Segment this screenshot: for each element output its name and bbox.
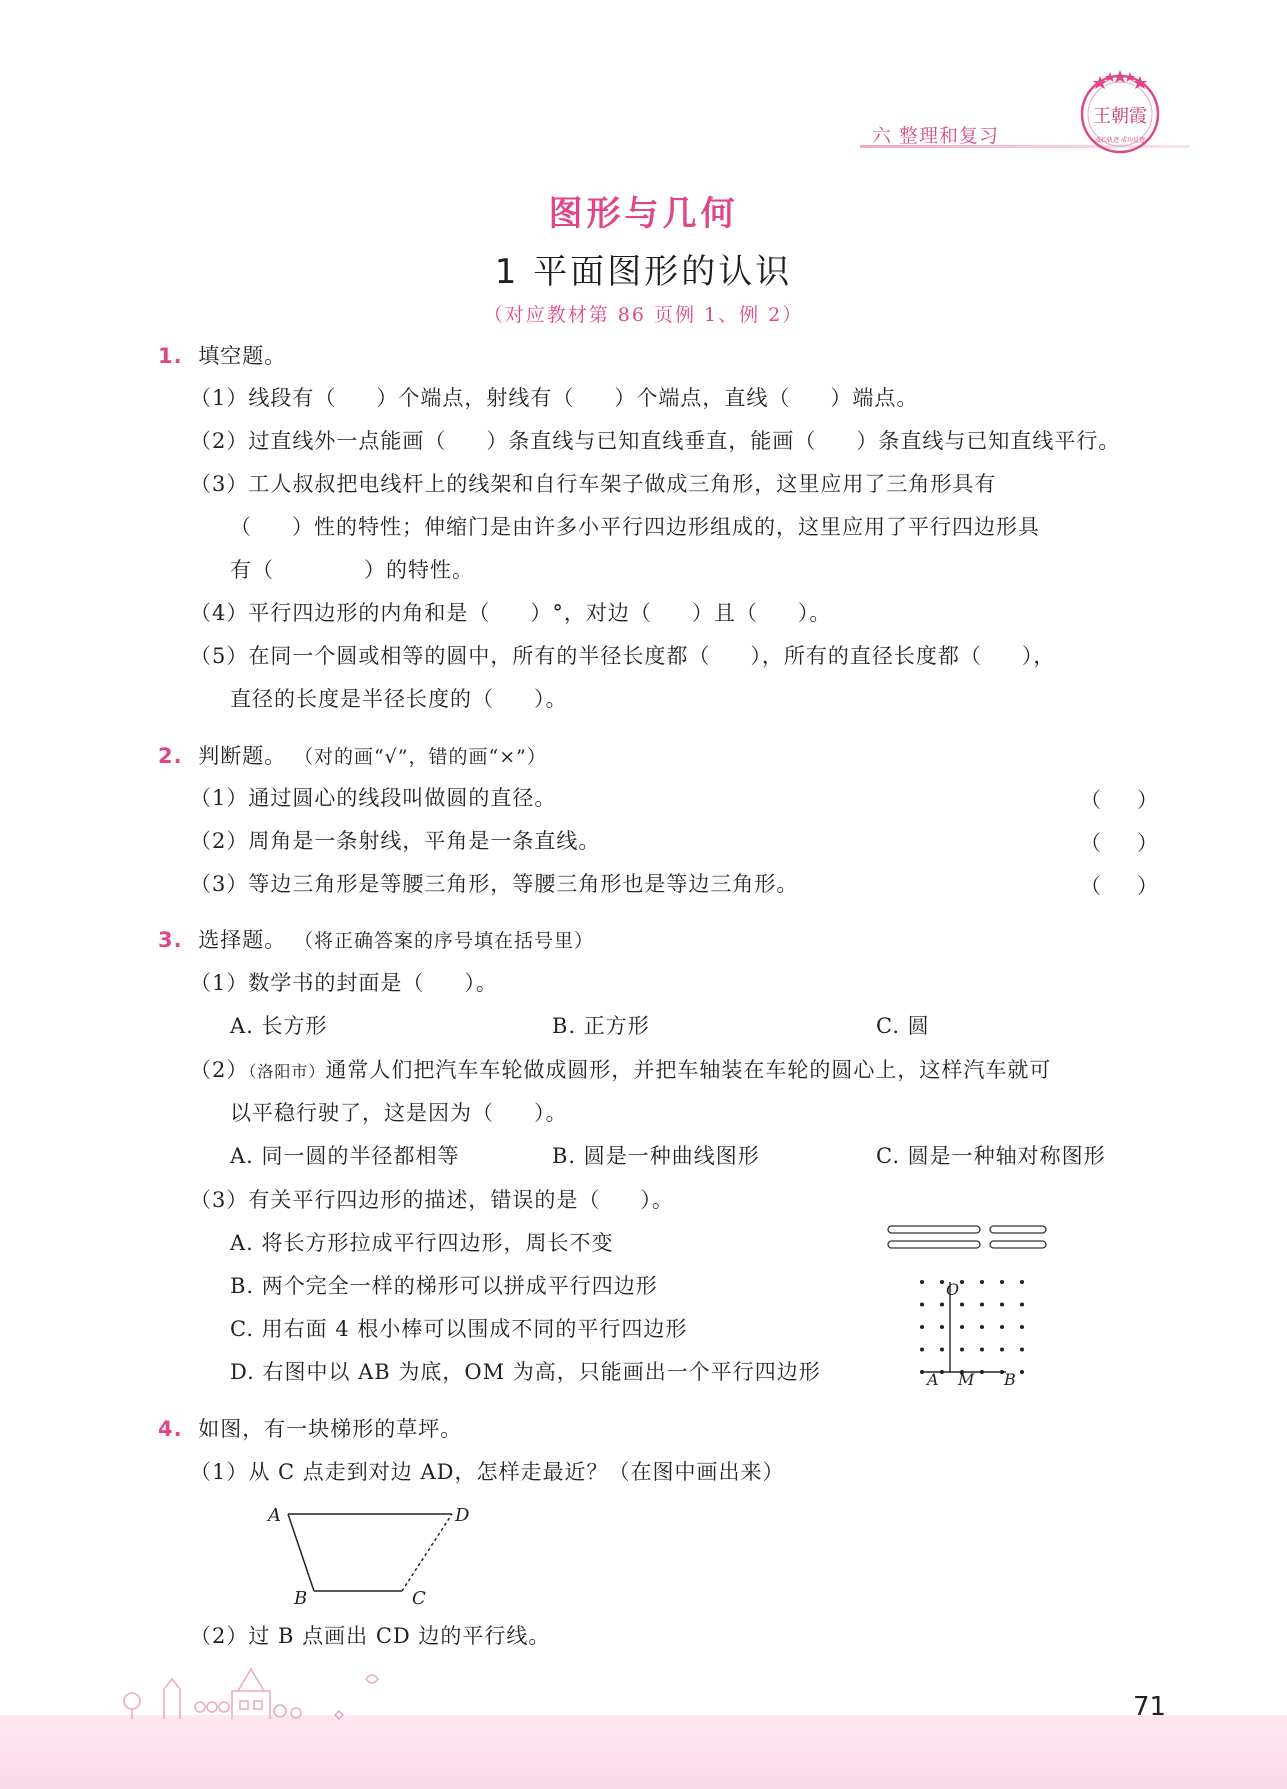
q2-heading	[158, 742, 547, 771]
q3-number: 3.	[158, 928, 183, 952]
q1-title: 填空题。	[198, 344, 287, 368]
grid-dots	[920, 1280, 1024, 1374]
q1-item-5: （5）在同一个圆或相等的圆中，所有的半径长度都（ ），所有的直径长度都（ ），	[190, 644, 1056, 668]
q3-item-1: （1）数学书的封面是（ ）。	[190, 971, 498, 995]
sticks-figure	[885, 1222, 1050, 1256]
q3-1-option-a[interactable]: A. 长方形	[230, 1014, 328, 1038]
q1-number: 1.	[158, 344, 183, 368]
q4-title: 如图，有一块梯形的草坪。	[198, 1417, 463, 1441]
judge-box-1[interactable]: （ ）	[1080, 788, 1158, 812]
q2-item-3: （3）等边三角形是等腰三角形，等腰三角形也是等边三角形。	[190, 872, 799, 896]
q3-3-option-a[interactable]: A. 将长方形拉成平行四边形，周长不变	[230, 1231, 614, 1255]
q1-item-2: （2）过直线外一点能画（ ）条直线与已知直线垂直，能画（ ）条直线与已知直线平行。	[190, 429, 1121, 453]
section-title: 图形与几何	[548, 194, 739, 234]
q2-instruction: （对的画“√”，错的画“×”）	[293, 746, 547, 768]
q4-item-2: （2）过 B 点画出 CD 边的平行线。	[190, 1624, 551, 1648]
vertex-c-label: C	[412, 1588, 426, 1608]
grid-dot	[1020, 1325, 1024, 1329]
side-cd	[402, 1514, 452, 1591]
q1-item-3-cont: （ ）性的特性；伸缩门是由许多小平行四边形组成的，这里应用了平行四边形具	[230, 515, 1040, 539]
grid-dot	[980, 1325, 984, 1329]
grid-dot	[920, 1325, 924, 1329]
grid-dot	[980, 1348, 984, 1352]
q3-1-option-c[interactable]: C. 圆	[876, 1014, 930, 1038]
grid-dot	[920, 1280, 924, 1284]
chapter-label: 六 整理和复习	[872, 125, 1000, 147]
q3-title: 选择题。	[198, 928, 287, 952]
q3-2-option-c[interactable]: C. 圆是一种轴对称图形	[876, 1144, 1106, 1168]
q3-item-2: （2）（洛阳市）通常人们把汽车车轮做成圆形，并把车轴装在车轮的圆心上，这样汽车就可	[190, 1058, 1052, 1082]
grid-dot	[1020, 1348, 1024, 1352]
grid-dot	[940, 1348, 944, 1352]
point-m-label: M	[958, 1370, 975, 1389]
grid-dot	[980, 1280, 984, 1284]
grid-dot	[960, 1280, 964, 1284]
vertex-d-label: D	[455, 1505, 470, 1526]
q4-item-1: （1）从 C 点走到对边 AD，怎样走最近？（在图中画出来）	[190, 1460, 785, 1484]
grid-dot	[940, 1303, 944, 1307]
q2-item-1: （1）通过圆心的线段叫做圆的直径。	[190, 786, 557, 810]
q1-item-3: （3）工人叔叔把电线杆上的线架和自行车架子做成三角形，这里应用了三角形具有	[190, 472, 997, 496]
grid-dot	[920, 1348, 924, 1352]
q2-number: 2.	[158, 744, 183, 768]
vertex-b-label: B	[294, 1588, 308, 1608]
grid-dot	[980, 1303, 984, 1307]
grid-dot	[1000, 1325, 1004, 1329]
grid-dot	[940, 1325, 944, 1329]
trapezoid-figure	[262, 1500, 484, 1608]
point-a-label: A	[927, 1370, 939, 1389]
dot-grid-figure	[908, 1274, 1036, 1394]
seal-subtext: 成长轨迹 成功足迹	[1095, 137, 1145, 144]
grid-dot	[920, 1303, 924, 1307]
q1-item-5-cont: 直径的长度是半径长度的（ ）。	[230, 687, 568, 711]
lesson-reference: （对应教材第 86 页例 1、例 2）	[483, 304, 804, 326]
side-ab	[288, 1514, 314, 1591]
q1-heading	[158, 342, 286, 370]
point-b-label: B	[1004, 1370, 1016, 1389]
grid-dot	[960, 1325, 964, 1329]
grid-dot	[960, 1348, 964, 1352]
judge-box-3[interactable]: （ ）	[1080, 874, 1158, 898]
grid-dot	[1020, 1370, 1024, 1374]
q3-instruction: （将正确答案的序号填在括号里）	[293, 930, 594, 952]
q2-title: 判断题。	[198, 744, 287, 768]
vertex-a-label: A	[268, 1505, 281, 1526]
q3-2-option-b[interactable]: B. 圆是一种曲线图形	[552, 1144, 760, 1168]
q1-item-3-end: 有（ ）的特性。	[230, 558, 474, 582]
q3-3-option-c[interactable]: C. 用右面 4 根小棒可以围成不同的平行四边形	[230, 1317, 688, 1341]
grid-dot	[1020, 1280, 1024, 1284]
q4-number: 4.	[158, 1417, 183, 1441]
footer-band	[0, 1715, 1287, 1789]
grid-dot	[1000, 1280, 1004, 1284]
lesson-title: 1 平面图形的认识	[494, 252, 793, 292]
grid-dot	[940, 1280, 944, 1284]
grid-dot	[1000, 1303, 1004, 1307]
grid-dot	[960, 1303, 964, 1307]
q3-item-3: （3）有关平行四边形的描述，错误的是（ ）。	[190, 1188, 674, 1212]
q1-item-1: （1）线段有（ ）个端点，射线有（ ）个端点，直线（ ）端点。	[190, 386, 919, 410]
publisher-seal-logo	[1072, 62, 1168, 158]
q1-item-4: （4）平行四边形的内角和是（ ）°，对边（ ）且（ ）。	[190, 601, 832, 625]
grid-dot	[1020, 1303, 1024, 1307]
seal-name: 王朝霞	[1093, 106, 1147, 127]
page-number: 71	[1133, 1692, 1167, 1722]
q4-heading	[158, 1415, 462, 1443]
q3-item-2-cont: 以平稳行驶了，这是因为（ ）。	[230, 1101, 568, 1125]
point-o-label: O	[946, 1280, 960, 1299]
q3-3-option-d[interactable]: D. 右图中以 AB 为底，OM 为高，只能画出一个平行四边形	[230, 1360, 821, 1384]
judge-box-2[interactable]: （ ）	[1080, 831, 1158, 855]
region-tag: （洛阳市）	[248, 1062, 326, 1081]
q3-heading	[158, 926, 594, 955]
town-illustration	[120, 1655, 390, 1725]
grid-dot	[1000, 1348, 1004, 1352]
q3-3-option-b[interactable]: B. 两个完全一样的梯形可以拼成平行四边形	[230, 1274, 658, 1298]
q2-item-2: （2）周角是一条射线，平角是一条直线。	[190, 829, 601, 853]
q3-1-option-b[interactable]: B. 正方形	[552, 1014, 650, 1038]
q3-2-option-a[interactable]: A. 同一圆的半径都相等	[230, 1144, 460, 1168]
